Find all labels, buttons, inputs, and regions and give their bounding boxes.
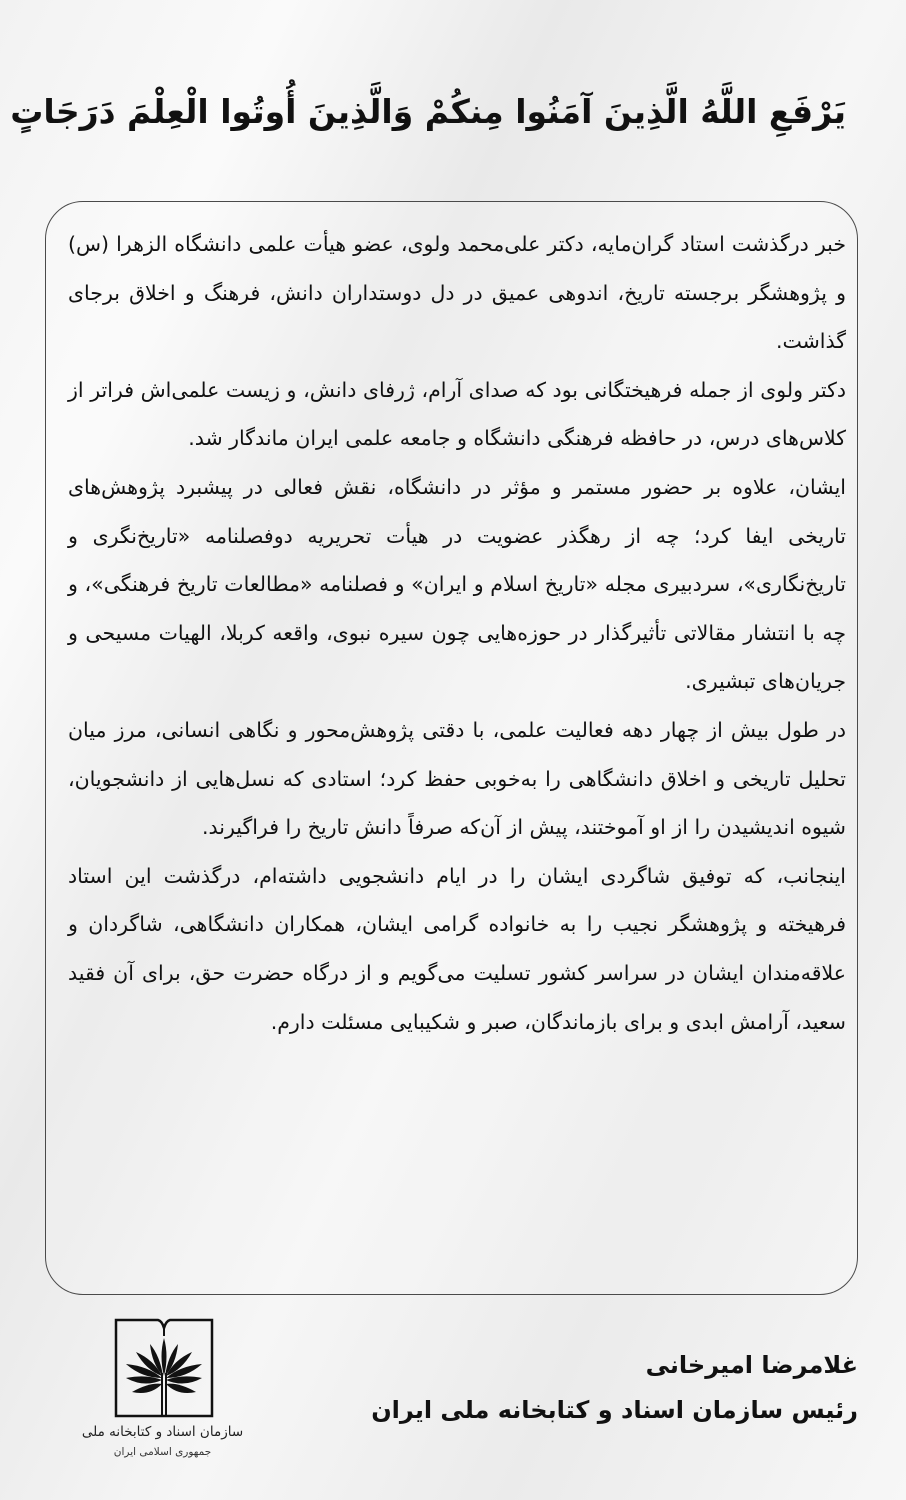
logo-organization-name: سازمان اسناد و کتابخانه ملی bbox=[81, 1424, 244, 1440]
organization-logo bbox=[60, 1318, 270, 1478]
message-paragraph: ایشان، علاوه بر حضور مستمر و مؤثر در دانشگاه، نقش فعالی در پیشبرد پژوهش‌های تاریخی ایفا کرد؛ چه از رهگذر عضویت در هیأت تحریریه دوفصلنامه «تاریخ‌نگری و تاریخ‌نگاری»، سردبیری مجله «تاریخ اسلام و ایران» و فصلنامه «مطالعات تاریخ فرهنگی»، و چه با انتشار مقالاتی تأثیرگذار در حوزه‌هایی چون سیره نبوی، واقعه کربلا، الهیات مسیحی و جریان‌های تبشیری. bbox=[68, 474, 846, 694]
message-paragraph: خبر درگذشت استاد گران‌مایه، دکتر علی‌محمد ولوی، عضو هیأت علمی دانشگاه الزهرا (س) و پژوهشگر برجسته تاریخ، اندوهی عمیق در دل دوستداران دانش، فرهنگ و اخلاق برجای گذاشت. bbox=[68, 232, 846, 354]
signatory-name: غلامرضا امیرخانی bbox=[645, 1351, 858, 1379]
signatory-title: رئیس سازمان اسناد و کتابخانه ملی ایران bbox=[371, 1396, 858, 1424]
message-paragraph: در طول بیش از چهار دهه فعالیت علمی، با دقتی پژوهش‌محور و نگاهی انسانی، مرز میان تحلیل تاریخی و اخلاق دانشگاهی را به‌خوبی حفظ کرد؛ استادی که نسل‌هایی از دانشجویان، شیوه اندیشیدن را از او آموختند، پیش از آن‌که صرفاً دانش تاریخ را فراگیرند. bbox=[68, 717, 846, 840]
message-paragraph: دکتر ولوی از جمله فرهیختگانی بود که صدای آرام، ژرفای دانش، و زیست علمی‌اش فراتر از کلاس‌های درس، در حافظه فرهنگی دانشگاه و جامعه علمی ایران ماندگار شد. bbox=[68, 377, 846, 451]
logo-subtitle: جمهوری اسلامی ایران bbox=[113, 1446, 212, 1458]
message-paragraph: اینجانب، که توفیق شاگردی ایشان را در ایام دانشجویی داشته‌ام، درگذشت این استاد فرهیخته و پژوهشگر نجیب را به خانواده گرامی ایشان، همکاران دانشگاهی، شاگردان و علاقه‌مندان ایشان در سراسر کشور تسلیت می‌گویم و از درگاه حضرت حق، برای آن فقید سعید، آرامش ابدی و برای بازماندگان، صبر و شکیبایی مسئلت دارم. bbox=[68, 863, 846, 1034]
quran-verse-header: يَرْفَعِ اللَّهُ الَّذِينَ آمَنُوا مِنكُمْ وَالَّذِينَ أُوتُوا الْعِلْمَ دَرَجَاتٍ bbox=[10, 92, 846, 131]
condolence-message bbox=[68, 220, 846, 1046]
book-tree-icon bbox=[114, 1318, 214, 1418]
